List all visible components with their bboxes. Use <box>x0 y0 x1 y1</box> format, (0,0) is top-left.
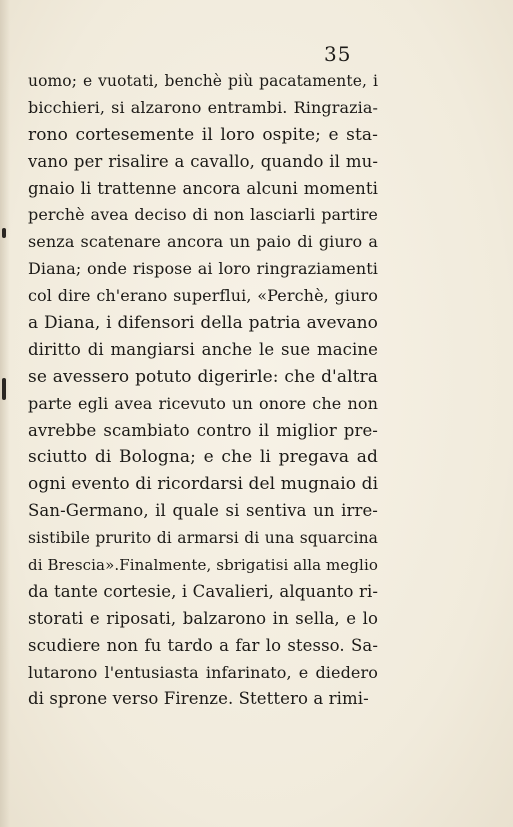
text-line: senza scatenare ancora un paio di giuro a <box>28 232 378 252</box>
text-line: da tante cortesie, i Cavalieri, alquanto ri- <box>28 581 378 601</box>
text-line: scudiere non fu tardo a far lo stesso. Sa- <box>28 635 378 655</box>
text-line: ogni evento di ricordarsi del mugnaio di <box>28 474 379 495</box>
text-line: parte egli avea ricevuto un onore che non <box>28 393 378 413</box>
text-line: sciutto di Bologna; e che li pregava ad <box>28 447 378 468</box>
text-line: gnaio li trattenne ancora alcuni momenti <box>28 178 378 198</box>
edge-mark-upper <box>2 228 6 238</box>
text-line: lutarono l'entusiasta infarinato, e diedero <box>28 662 378 682</box>
text-line: a Diana, i difensori della patria avevano <box>28 313 378 334</box>
text-line: bicchieri, si alzarono entrambi. Ringrazia- <box>28 97 378 117</box>
spine-shadow <box>0 0 10 827</box>
text-line: storati e riposati, balzarono in sella, e lo <box>28 608 378 628</box>
text-line: uomo; e vuotati, benchè più pacatamente, i <box>28 72 378 90</box>
text-line: se avessero potuto digerirle: che d'altra <box>28 366 378 387</box>
page-number: 35 <box>324 42 352 66</box>
text-line: col dire ch'erano superflui, «Perchè, giuro <box>28 286 378 306</box>
text-line: diritto di mangiarsi anche le sue macine <box>28 339 378 359</box>
text-line: avrebbe scambiato contro il miglior pre- <box>28 420 378 440</box>
text-line: sistibile prurito di armarsi di una squarcina <box>28 529 378 548</box>
text-line: vano per risalire a cavallo, quando il mu- <box>28 151 378 171</box>
text-line: Diana; onde rispose ai loro ringraziamenti <box>28 259 378 279</box>
text-line: rono cortesemente il loro ospite; e sta- <box>28 124 378 145</box>
text-line: di Brescia».Finalmente, sbrigatisi alla meglio <box>28 556 378 575</box>
text-line: di sprone verso Firenze. Stettero a rimi- <box>28 689 369 709</box>
text-line: perchè avea deciso di non lasciarli partire <box>28 205 378 225</box>
edge-mark-lower <box>2 378 6 400</box>
body-text <box>28 68 378 713</box>
text-line: San-Germano, il quale si sentiva un irre- <box>28 501 378 521</box>
